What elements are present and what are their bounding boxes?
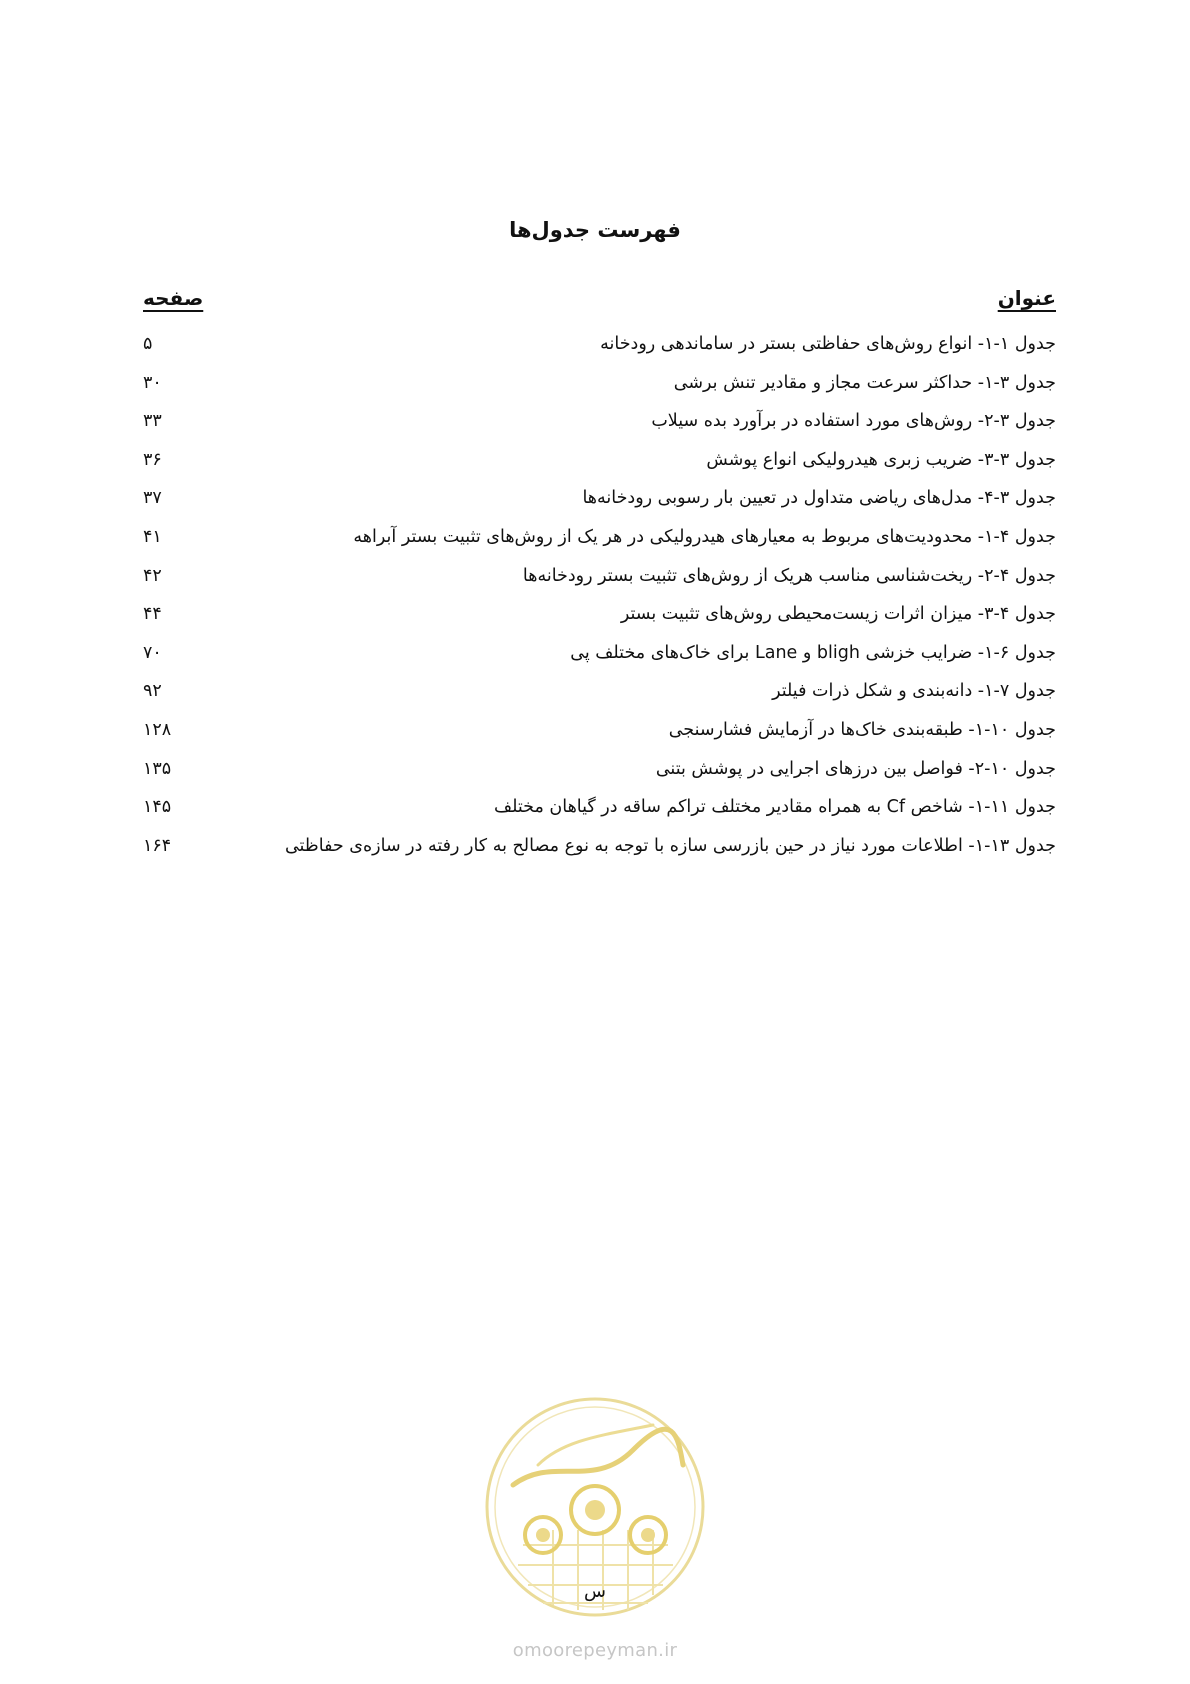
entry-title: جدول ۴-۳- میزان اثرات زیست‌محیطی روش‌های تثبیت بستر bbox=[620, 604, 1056, 625]
entry-page: ۹۲ bbox=[143, 681, 162, 702]
entry-title: جدول ۷-۱- دانه‌بندی و شکل ذرات فیلتر bbox=[772, 681, 1056, 702]
list-item bbox=[143, 720, 1056, 759]
entry-title: جدول ۱۳-۱- اطلاعات مورد نیاز در حین بازرسی سازه با توجه به نوع مصالح به کار رفته در سازه‌ی حفاظتی bbox=[284, 835, 1056, 856]
entry-page: ۴۲ bbox=[143, 565, 162, 586]
entry-title: جدول ۱۰-۱- طبقه‌بندی خاک‌ها در آزمایش فشارسنجی bbox=[668, 719, 1056, 740]
entry-title: جدول ۶-۱- ضرایب خزشی bligh و Lane برای خاک‌های مختلف پی bbox=[570, 642, 1056, 663]
list-item bbox=[143, 566, 1056, 605]
entry-page: ۱۲۸ bbox=[143, 719, 172, 740]
entry-title: جدول ۱۰-۲- فواصل بین درزهای اجرایی در پوشش بتنی bbox=[655, 758, 1056, 779]
entry-page: ۱۴۵ bbox=[143, 797, 172, 818]
column-header-page: صفحه bbox=[143, 286, 204, 310]
entry-page: ۱۳۵ bbox=[143, 758, 172, 779]
entry-page: ۳۰ bbox=[143, 372, 162, 393]
list-item bbox=[143, 373, 1056, 412]
list-item bbox=[143, 643, 1056, 682]
list-item bbox=[143, 450, 1056, 489]
page-title: فهرست جدول‌ها bbox=[509, 218, 681, 242]
list-item bbox=[143, 797, 1056, 836]
list-item bbox=[143, 759, 1056, 798]
table-of-tables-list bbox=[143, 334, 1056, 874]
entry-title: جدول ۳-۲- روش‌های مورد استفاده در برآورد بده سیلاب bbox=[651, 411, 1056, 432]
list-item bbox=[143, 604, 1056, 643]
entry-title: جدول ۳-۳- ضریب زبری هیدرولیکی انواع پوشش bbox=[706, 449, 1056, 470]
entry-title: جدول ۴-۲- ریخت‌شناسی مناسب هریک از روش‌های تثبیت بستر رودخانه‌ها bbox=[522, 565, 1056, 586]
entry-page: ۱۶۴ bbox=[143, 835, 172, 856]
entry-title: جدول ۳-۱- حداکثر سرعت مجاز و مقادیر تنش برشی bbox=[673, 372, 1056, 393]
list-item bbox=[143, 836, 1056, 875]
entry-page: ۷۰ bbox=[143, 642, 162, 663]
column-header-title: عنوان bbox=[997, 286, 1056, 310]
entry-title: جدول ۱۱-۱- شاخص Cf به همراه مقادیر مختلف تراکم ساقه در گیاهان مختلف bbox=[493, 797, 1056, 818]
entry-title: جدول ۴-۱- محدودیت‌های مربوط به معیارهای هیدرولیکی در هر یک از روش‌های تثبیت بستر آبراهه bbox=[353, 526, 1056, 547]
list-item bbox=[143, 488, 1056, 527]
entry-page: ۳۷ bbox=[143, 488, 162, 509]
page-number: س bbox=[584, 1581, 606, 1602]
entry-page: ۳۶ bbox=[143, 449, 162, 470]
list-item bbox=[143, 411, 1056, 450]
entry-page: ۳۳ bbox=[143, 411, 162, 432]
list-item bbox=[143, 527, 1056, 566]
entry-page: ۴۴ bbox=[143, 604, 162, 625]
website-footer: omoorepeyman.ir bbox=[512, 1640, 678, 1661]
entry-title: جدول ۳-۴- مدل‌های ریاضی متداول در تعیین بار رسوبی رودخانه‌ها bbox=[582, 488, 1056, 509]
list-item bbox=[143, 334, 1056, 373]
list-item bbox=[143, 681, 1056, 720]
entry-title: جدول ۱-۱- انواع روش‌های حفاظتی بستر در ساماندهی رودخانه bbox=[600, 334, 1056, 354]
entry-page: ۵ bbox=[143, 334, 153, 354]
entry-page: ۴۱ bbox=[143, 526, 162, 547]
